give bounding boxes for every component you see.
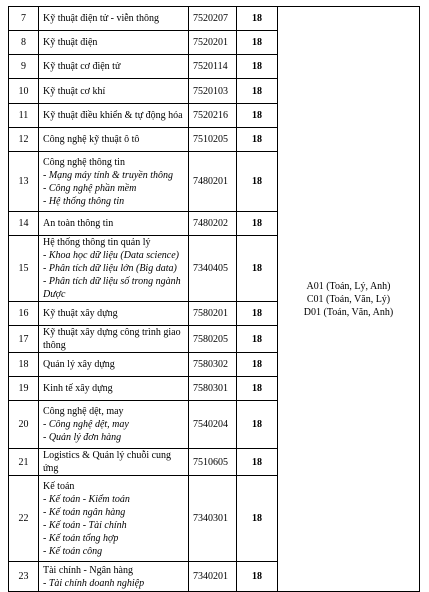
row-number: 19: [9, 377, 39, 401]
specialization-item: - Kế toán tổng hợp: [43, 532, 119, 544]
program-code: 7480202: [189, 212, 237, 236]
specialization-item: - Kế toán - Tài chính: [43, 519, 127, 531]
program-name-cell: [39, 79, 189, 104]
row-number: 8: [9, 31, 39, 55]
program-name-cell: [39, 31, 189, 55]
specialization-item: - Mạng máy tính & truyền thông: [43, 169, 173, 181]
program-code: 7520207: [189, 7, 237, 31]
program-name-cell: [39, 353, 189, 377]
program-code: 7580205: [189, 326, 237, 353]
min-score: 18: [237, 104, 278, 128]
min-score: 18: [237, 302, 278, 326]
specialization-item: - Khoa học dữ liệu (Data science): [43, 250, 179, 261]
row-number: 18: [9, 353, 39, 377]
program-name-cell: [39, 476, 189, 562]
specialization-item: - Kế toán - Kiểm toán: [43, 493, 130, 505]
row-number: 9: [9, 55, 39, 79]
program-name-cell: [39, 449, 189, 476]
program-code: 7580302: [189, 353, 237, 377]
program-name-cell: [39, 128, 189, 152]
program-code: 7520103: [189, 79, 237, 104]
program-name: Tài chính - Ngân hàng: [43, 564, 133, 576]
table-body: [9, 7, 420, 592]
min-score: 18: [237, 212, 278, 236]
program-name: Hệ thống thông tin quản lý: [43, 237, 151, 248]
row-number: 13: [9, 152, 39, 212]
min-score: 18: [237, 152, 278, 212]
specialization-item: - Kế toán công: [43, 545, 103, 557]
row-number: 12: [9, 128, 39, 152]
row-number: 16: [9, 302, 39, 326]
program-name-cell: [39, 104, 189, 128]
subject-combination: D01 (Toán, Văn, Anh): [303, 306, 394, 318]
program-code: 7520216: [189, 104, 237, 128]
row-number: 15: [9, 236, 39, 302]
min-score: 18: [237, 236, 278, 302]
min-score: 18: [237, 326, 278, 353]
program-name: Kế toán: [43, 480, 75, 492]
program-name: Kỹ thuật điều khiển & tự động hóa: [43, 110, 183, 121]
min-score: 18: [237, 353, 278, 377]
program-name-cell: [39, 326, 189, 353]
row-number: 20: [9, 401, 39, 449]
program-code: 7580301: [189, 377, 237, 401]
program-name: Kỹ thuật điện tử - viễn thông: [43, 13, 159, 24]
specialization-item: - Công nghệ phần mềm: [43, 182, 137, 194]
min-score: 18: [237, 55, 278, 79]
table-row: [9, 7, 420, 31]
specialization-item: - Phân tích dữ liệu lớn (Big data): [43, 263, 177, 274]
min-score: 18: [237, 79, 278, 104]
program-code: 7340201: [189, 562, 237, 592]
program-name: Công nghệ kỹ thuật ô tô: [43, 134, 140, 145]
program-name-cell: [39, 562, 189, 592]
specialization-item: - Công nghệ dệt, may: [43, 419, 129, 430]
program-name: Kỹ thuật điện: [43, 37, 98, 48]
program-code: 7540204: [189, 401, 237, 449]
program-name: Kỹ thuật xây dựng công trình giao thông: [43, 327, 181, 351]
program-code: 7340301: [189, 476, 237, 562]
program-name: Logistics & Quản lý chuỗi cung ứng: [43, 450, 172, 474]
min-score: 18: [237, 128, 278, 152]
row-number: 10: [9, 79, 39, 104]
row-number: 23: [9, 562, 39, 592]
program-name: Kỹ thuật cơ khí: [43, 85, 106, 97]
min-score: 18: [237, 449, 278, 476]
subject-combination: A01 (Toán, Lý, Anh): [306, 280, 391, 292]
program-name-cell: [39, 302, 189, 326]
program-code: 7340405: [189, 236, 237, 302]
admission-table: [8, 6, 420, 592]
program-name-cell: [39, 152, 189, 212]
program-name: Công nghệ thông tin: [43, 156, 125, 168]
specialization-item: - Hệ thống thông tin: [43, 195, 125, 207]
program-name-cell: [39, 212, 189, 236]
specialization-item: - Quản lý đơn hàng: [43, 432, 122, 443]
row-number: 21: [9, 449, 39, 476]
subject-combination: C01 (Toán, Văn, Lý): [306, 293, 391, 305]
min-score: 18: [237, 476, 278, 562]
program-code: 7510605: [189, 449, 237, 476]
min-score: 18: [237, 31, 278, 55]
program-code: 7580201: [189, 302, 237, 326]
program-name-cell: [39, 377, 189, 401]
program-code: 7520114: [189, 55, 237, 79]
program-name: Kỹ thuật cơ điện tử: [43, 61, 121, 72]
subject-combinations: [278, 7, 420, 592]
min-score: 18: [237, 377, 278, 401]
program-code: 7480201: [189, 152, 237, 212]
row-number: 7: [9, 7, 39, 31]
program-name: Công nghệ dệt, may: [43, 406, 124, 417]
min-score: 18: [237, 562, 278, 592]
row-number: 22: [9, 476, 39, 562]
program-name-cell: [39, 55, 189, 79]
row-number: 14: [9, 212, 39, 236]
min-score: 18: [237, 401, 278, 449]
min-score: 18: [237, 7, 278, 31]
program-name-cell: [39, 7, 189, 31]
specialization-item: - Kế toán ngân hàng: [43, 506, 126, 518]
program-code: 7510205: [189, 128, 237, 152]
program-code: 7520201: [189, 31, 237, 55]
program-name-cell: [39, 236, 189, 302]
program-name: Kinh tế xây dựng: [43, 383, 113, 394]
program-name: Kỹ thuật xây dựng: [43, 308, 118, 319]
specialization-item: - Tài chính doanh nghiệp: [43, 577, 145, 589]
row-number: 17: [9, 326, 39, 353]
specialization-item: - Phân tích dữ liệu số trong ngành Dược: [43, 276, 181, 300]
row-number: 11: [9, 104, 39, 128]
program-name: Quản lý xây dựng: [43, 359, 115, 370]
program-name-cell: [39, 401, 189, 449]
program-name: An toàn thông tin: [43, 218, 114, 229]
